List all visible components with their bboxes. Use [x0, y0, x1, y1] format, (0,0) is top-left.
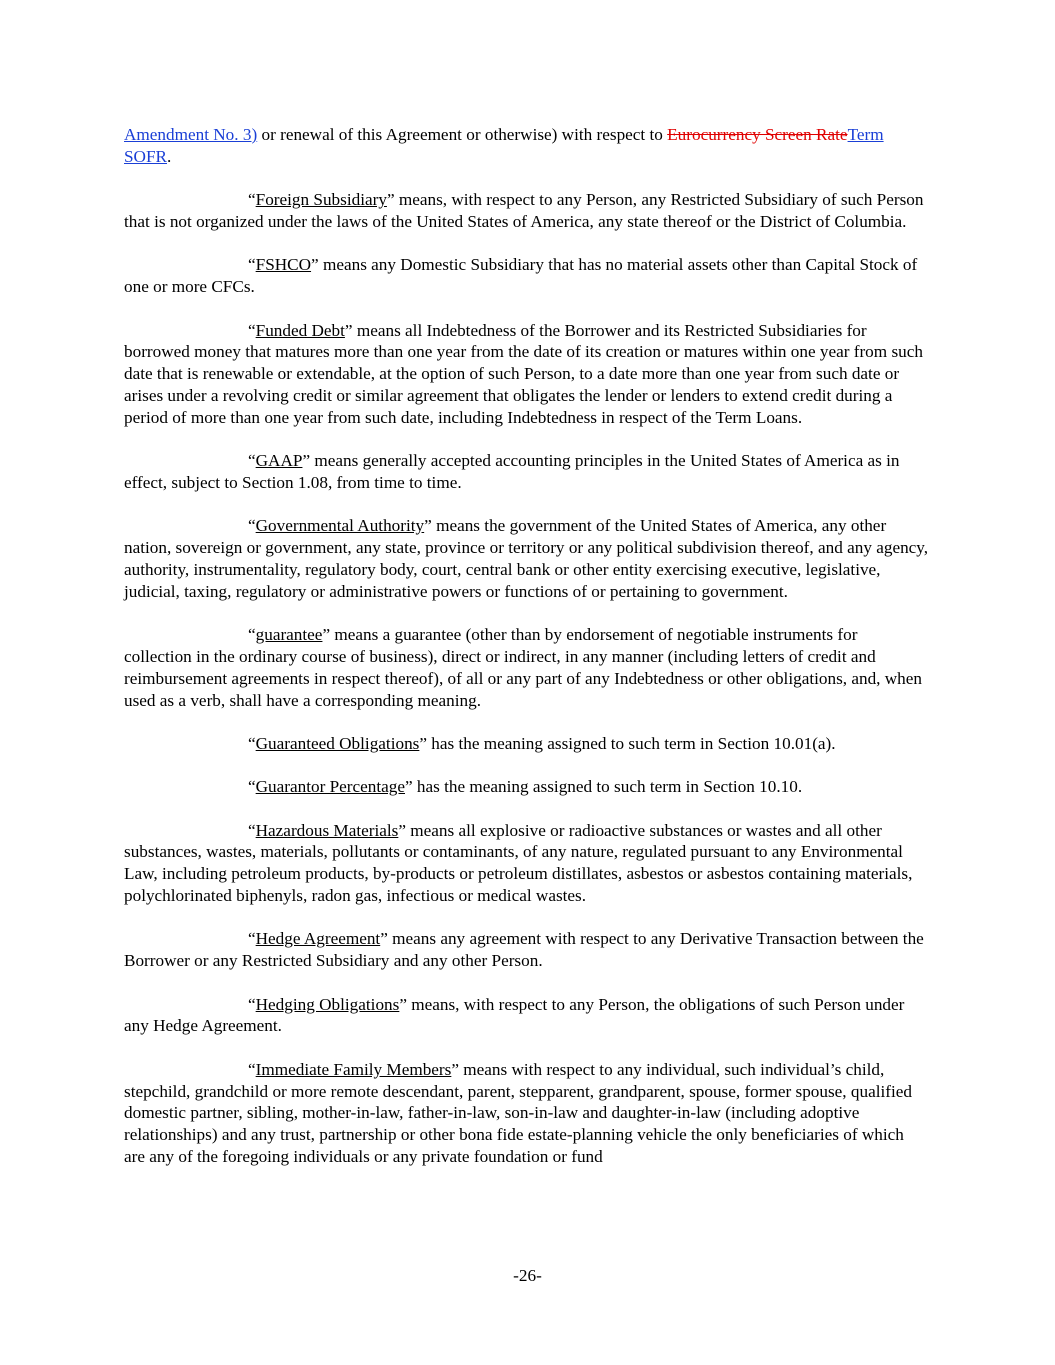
page-number: -26-	[513, 1266, 542, 1285]
continuation-paragraph	[124, 124, 929, 168]
definition-fshco: “FSHCO” means any Domestic Subsidiary that has no material assets other than Capital Stock of one or more CFCs.	[124, 255, 918, 297]
definition-text: ” means, with respect to any Person, any Restricted Subsidiary of such Person that is not organized under the laws of the United States of America, any state thereof or the District of Columbia.	[124, 190, 924, 231]
definition-governmental-authority: “Governmental Authority” means the government of the United States of America, any other nation, sovereign or government, any state, province or territory or any political subdivision thereof, and any agency, authority, instrumentality, regulatory body, court, central bank or other entity exercising executive, legislative, judicial, taxing, regulatory or administrative powers or functions of or pertaining to government.	[124, 516, 929, 601]
definition-text: ” has the meaning assigned to such term in Section 10.01(a).	[419, 733, 836, 753]
definition-foreign-subsidiary: “Foreign Subsidiary” means, with respect to any Person, any Restricted Subsidiary of such Person that is not organized under the laws of the United States of America, any state thereof or the District of Columbia.	[124, 190, 924, 231]
defined-term: Governmental Authority	[255, 516, 425, 536]
defined-term: Hedge Agreement	[255, 929, 381, 949]
definition-text: ” has the meaning assigned to such term in Section 10.10.	[405, 777, 803, 797]
defined-term: guarantee	[255, 625, 323, 645]
definition-guarantee: “guarantee” means a guarantee (other than by endorsement of negotiable instruments for collection in the ordinary course of business), direct or indirect, in any manner (including letters of credit and reimbursement agreements in respect thereof), of all or any part of any Indebtedness or other obligations, and, when used as a verb, shall have a corresponding meaning.	[124, 625, 922, 710]
definition-text: ” means generally accepted accounting principles in the United States of America as in effect, subject to Section 1.08, from time to time.	[124, 451, 900, 492]
continuation-text: or renewal of this Agreement or otherwise) with respect to	[257, 125, 668, 144]
defined-term: Hedging Obligations	[255, 994, 400, 1014]
amendment-insertion: Amendment No. 3)	[124, 125, 258, 144]
defined-term: Guaranteed Obligations	[255, 733, 420, 753]
defined-term: Hazardous Materials	[255, 820, 399, 840]
definition-text: ” means with respect to any individual, such individual’s child, stepchild, grandchild or more remote descendant, parent, stepparent, grandparent, spouse, former spouse, qualified domestic partner, sibling, mother-in-law, father-in-law, son-in-law and daughter-in-law (including adoptive relationships) and any trust, partnership or other bona fide estate-planning vehicle the only beneficiaries of which are any of the foregoing individuals or any private foundation or fund	[124, 1059, 912, 1167]
definition-text: ” means a guarantee (other than by endorsement of negotiable instruments for collection in the ordinary course of business), direct or indirect, in any manner (including letters of credit and reimbursement agreements in respect thereof), of all or any part of any Indebtedness or other obligations, and, when used as a verb, shall have a corresponding meaning.	[124, 625, 922, 710]
defined-term: Funded Debt	[255, 320, 345, 340]
definition-text: ” means, with respect to any Person, the obligations of such Person under any Hedge Agreement.	[124, 994, 905, 1036]
deleted-text: Eurocurrency Screen Rate	[667, 125, 848, 144]
document-body	[124, 124, 929, 1189]
continuation-end: .	[167, 146, 172, 166]
definition-guarantor-percentage: “Guarantor Percentage” has the meaning assigned to such term in Section 10.10.	[248, 777, 803, 797]
definition-text: ” means all Indebtedness of the Borrower and its Restricted Subsidiaries for borrowed money that matures more than one year from the date of its creation or matures within one year from such date that is renewable or extendable, at the option of such Person, to a date more than one year from such date or arises under a revolving credit or similar agreement that obligates the lender or lenders to extend credit during a period of more than one year from such date, including Indebtedness in respect of the Term Loans.	[124, 320, 923, 427]
defined-term: Guarantor Percentage	[255, 777, 405, 797]
definition-immediate-family-members: “Immediate Family Members” means with respect to any individual, such individual’s child, stepchild, grandchild or more remote descendant, parent, stepparent, grandparent, spouse, former spouse, qualified domestic partner, sibling, mother-in-law, father-in-law, son-in-law and daughter-in-law (including adoptive relationships) and any trust, partnership or other bona fide estate-planning vehicle the only beneficiaries of which are any of the foregoing individuals or any private foundation or fund	[124, 1059, 912, 1167]
definition-text: ” means any agreement with respect to any Derivative Transaction between the Borrower or any Restricted Subsidiary and any other Person.	[124, 929, 924, 971]
definition-hedge-agreement: “Hedge Agreement” means any agreement with respect to any Derivative Transaction between the Borrower or any Restricted Subsidiary and any other Person.	[124, 929, 924, 971]
defined-term: Immediate Family Members	[255, 1059, 452, 1079]
definition-text: ” means any Domestic Subsidiary that has no material assets other than Capital Stock of one or more CFCs.	[124, 255, 918, 297]
definition-text: ” means all explosive or radioactive substances or wastes and all other substances, wastes, materials, pollutants or contaminants, of any nature, regulated pursuant to any Environmental Law, including petroleum products, by-products or petroleum distillates, asbestos or asbestos containing materials, polychlorinated biphenyls, radon gas, infectious or medical wastes.	[124, 820, 913, 906]
defined-term: Foreign Subsidiary	[255, 190, 387, 210]
defined-term: GAAP	[255, 451, 303, 471]
definition-hedging-obligations: “Hedging Obligations” means, with respect to any Person, the obligations of such Person under any Hedge Agreement.	[124, 994, 905, 1036]
definition-funded-debt: “Funded Debt” means all Indebtedness of the Borrower and its Restricted Subsidiaries for borrowed money that matures more than one year from the date of its creation or matures within one year from such date that is renewable or extendable, at the option of such Person, to a date more than one year from such date or arises under a revolving credit or similar agreement that obligates the lender or lenders to extend credit during a period of more than one year from such date, including Indebtedness in respect of the Term Loans.	[124, 320, 923, 427]
definition-gaap: “GAAP” means generally accepted accounting principles in the United States of America as in effect, subject to Section 1.08, from time to time.	[124, 451, 900, 492]
defined-term: FSHCO	[255, 255, 312, 275]
definition-guaranteed-obligations: “Guaranteed Obligations” has the meaning assigned to such term in Section 10.01(a).	[248, 733, 836, 753]
definition-hazardous-materials: “Hazardous Materials” means all explosive or radioactive substances or wastes and all other substances, wastes, materials, pollutants or contaminants, of any nature, regulated pursuant to any Environmental Law, including petroleum products, by-products or petroleum distillates, asbestos or asbestos containing materials, polychlorinated biphenyls, radon gas, infectious or medical wastes.	[124, 820, 913, 906]
definition-text: ” means the government of the United States of America, any other nation, sovereign or government, any state, province or territory or any political subdivision thereof, and any agency, authority, instrumentality, regulatory body, court, central bank or other entity exercising executive, legislative, judicial, taxing, regulatory or administrative powers or functions of or pertaining to government.	[124, 516, 929, 601]
inserted-text: Term SOFR	[124, 125, 884, 166]
